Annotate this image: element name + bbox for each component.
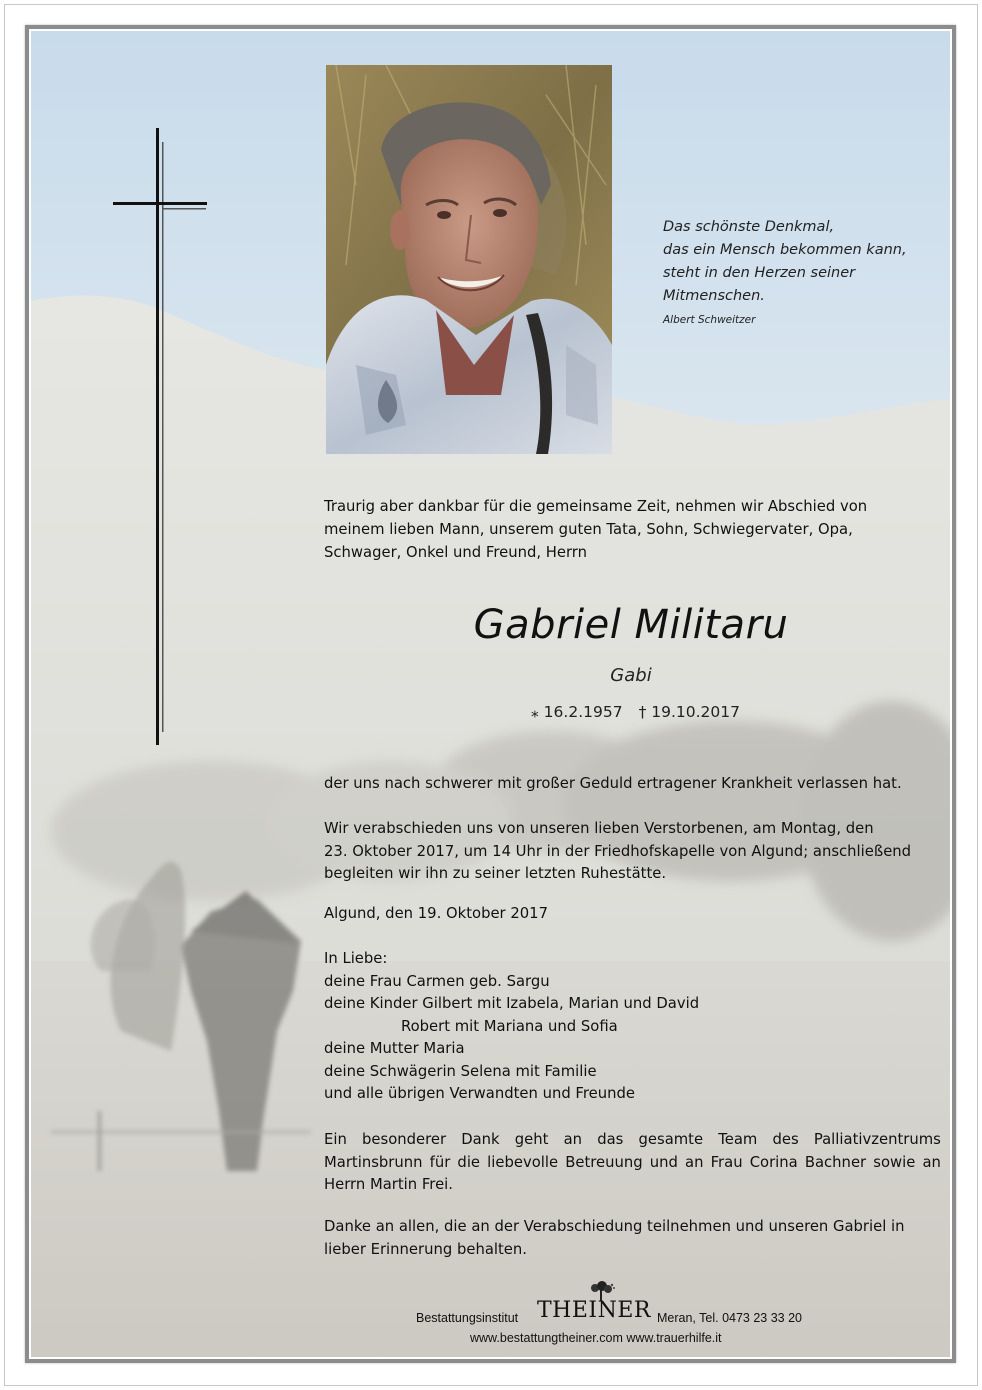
thanks-word: Palliativzentrums	[813, 1131, 941, 1148]
mourner-line: deine Schwägerin Selena mit Familie	[324, 1062, 597, 1080]
footer-brand: THEINER	[537, 1298, 651, 1323]
mourner-line: Robert mit Mariana und Sofia	[401, 1017, 618, 1035]
thanks-word: an	[922, 1153, 941, 1171]
thanks-word: Frau	[710, 1153, 743, 1171]
intro-text	[324, 495, 924, 564]
mourner-line: und alle übrigen Verwandten und Freunde	[324, 1085, 635, 1102]
funeral-paragraph	[324, 818, 924, 886]
place-date: Algund, den 19. Oktober 2017	[324, 905, 549, 922]
funeral-line: Wir verabschieden uns von unseren lieben Verstorbenen, am Montag, den	[324, 820, 874, 837]
quote-line: Das schönste Denkmal,	[663, 219, 835, 235]
thanks-word: Dank	[461, 1131, 500, 1148]
thanks-word: liebevolle	[487, 1153, 559, 1171]
footer-websites: www.bestattungtheiner.com www.trauerhilfe.it	[470, 1331, 722, 1345]
funeral-line: 23. Oktober 2017, um 14 Uhr in der Friedhofskapelle von Algund; anschließend	[324, 842, 912, 860]
deceased-nickname: Gabi	[610, 665, 652, 686]
thanks-line-1	[324, 1129, 941, 1152]
portrait-photo	[326, 65, 612, 454]
thanks-word: besonderer	[361, 1131, 447, 1148]
thanks-word: geht	[514, 1131, 549, 1148]
thanks-word: Betreuung	[565, 1153, 643, 1171]
intro-line: Schwager, Onkel und Freund, Herrn	[324, 544, 588, 561]
illness-paragraph: der uns nach schwerer mit großer Geduld ertragener Krankheit verlassen hat.	[324, 775, 902, 792]
mourner-line: deine Mutter Maria	[324, 1040, 465, 1057]
life-dates	[531, 703, 761, 721]
closing-paragraph	[324, 1216, 924, 1261]
quote-line: das ein Mensch bekommen kann,	[663, 242, 907, 258]
thanks-word: die	[457, 1153, 481, 1171]
thanks-line-3: Herrn Martin Frei.	[324, 1176, 453, 1193]
thanks-word: Bachner	[804, 1153, 867, 1171]
thanks-word: und	[649, 1153, 678, 1171]
thanks-word: des	[772, 1131, 799, 1148]
closing-line: Danke an allen, die an der Verabschiedung teilnehmen und unseren Gabriel in	[324, 1218, 905, 1235]
thanks-word: Martinsbrunn	[324, 1153, 423, 1171]
mourner-line: deine Kinder Gilbert mit Izabela, Marian und David	[324, 995, 700, 1012]
thanks-word: Team	[718, 1131, 758, 1148]
intro-line: meinem lieben Mann, unserem guten Tata, Sohn, Schwiegervater, Opa,	[324, 521, 853, 538]
death-date: † 19.10.2017	[638, 703, 740, 721]
thanks-line-2	[324, 1152, 941, 1175]
funeral-home-footer	[416, 1297, 836, 1353]
birth-date: ⁎ 16.2.1957	[531, 703, 623, 721]
footer-contact: Meran, Tel. 0473 23 33 20	[657, 1311, 803, 1325]
mourner-line: deine Frau Carmen geb. Sargu	[324, 972, 550, 990]
thanks-word: gesamte	[638, 1131, 704, 1148]
thanks-word: das	[597, 1131, 624, 1148]
thanks-word: an	[563, 1131, 583, 1148]
quote-author: Albert Schweitzer	[663, 314, 756, 326]
quote-line: steht in den Herzen seiner	[663, 265, 856, 281]
mourner-line: In Liebe:	[324, 950, 388, 967]
thanks-word: sowie	[873, 1153, 916, 1171]
quote-line: Mitmenschen.	[663, 288, 765, 304]
funeral-line: begleiten wir ihn zu seiner letzten Ruhestätte.	[324, 865, 667, 882]
cross-icon	[111, 128, 211, 748]
thanks-word: Ein	[324, 1131, 347, 1148]
obituary-card	[31, 31, 950, 1357]
closing-line: lieber Erinnerung behalten.	[324, 1240, 527, 1258]
thanks-paragraph	[324, 1129, 941, 1197]
mourners-list	[324, 948, 924, 1106]
thanks-word: für	[429, 1153, 451, 1171]
footer-institute: Bestattungsinstitut	[416, 1311, 519, 1325]
thanks-word: an	[685, 1153, 704, 1171]
thanks-word: Corina	[749, 1153, 798, 1171]
deceased-name: Gabriel Militaru	[473, 602, 789, 648]
intro-line: Traurig aber dankbar für die gemeinsame Zeit, nehmen wir Abschied von	[324, 498, 868, 515]
quote	[663, 216, 923, 308]
